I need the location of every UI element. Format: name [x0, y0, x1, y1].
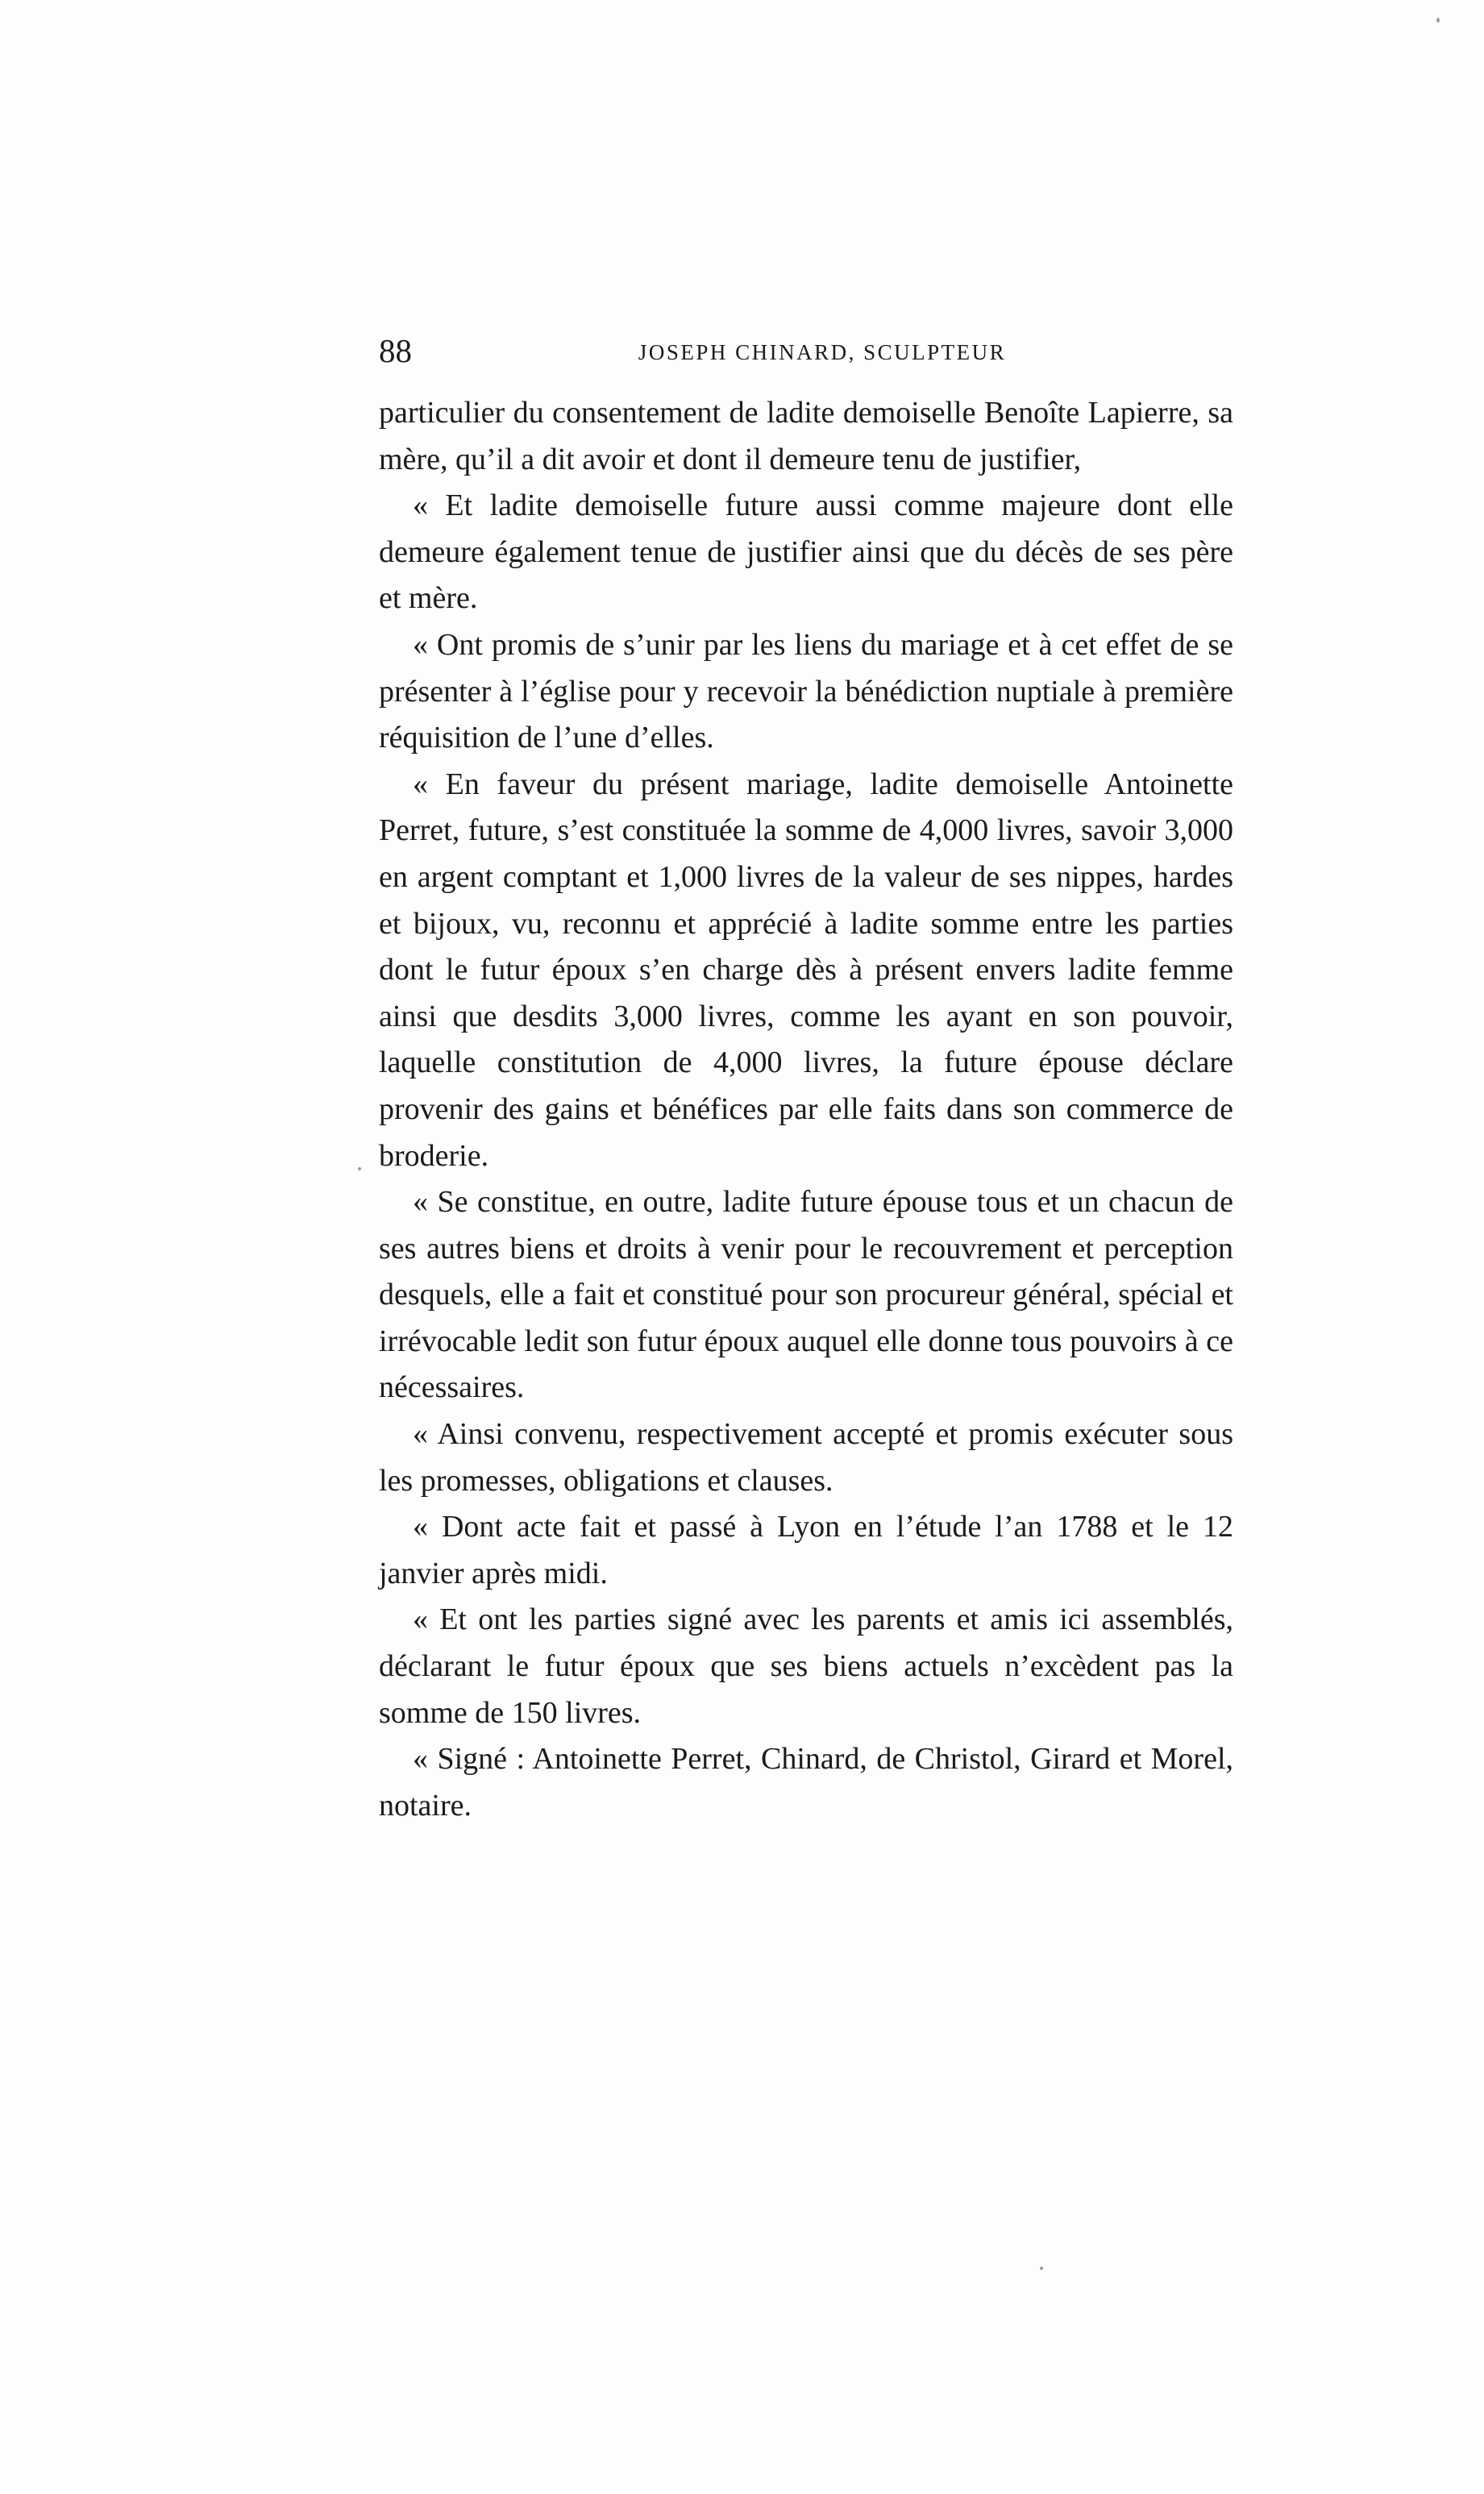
paragraph-continuation: particulier du consentement de ladite demoiselle Benoîte Lapierre, sa mère, qu’il a dit avoir et dont il demeure tenu de justifier,: [379, 396, 1233, 476]
running-head: [379, 326, 1233, 375]
paragraph-dowry: « En faveur du présent mariage, ladite demoiselle Antoinette Perret, future, s’est constituée la somme de 4,000 livres, savoir 3,000 en argent comptant et 1,000 livres de la valeur de ses nippes, hardes et bijoux, vu, reconnu et apprécié à ladite somme entre les parties dont le futur époux s’en charge dès à présent envers ladite femme ainsi que desdits 3,000 livres, comme les ayant en son pouvoir, laquelle constitution de 4,000 livres, la future épouse déclare provenir des gains et bénéfices par elle faits dans son commerce de broderie.: [379, 767, 1233, 1173]
paragraph-signed: « Signé : Antoinette Perret, Chinard, de Christol, Girard et Morel, notaire.: [379, 1742, 1233, 1823]
running-title: JOSEPH CHINARD, SCULPTEUR: [638, 340, 1007, 364]
paper-speck: [1436, 18, 1440, 23]
page-number: 88: [379, 332, 412, 369]
paragraph-signatures-declaration: « Et ont les parties signé avec les parents et amis ici assemblés, déclarant le futur époux que ses biens actuels n’excèdent pas la somme de 150 livres.: [379, 1602, 1233, 1730]
paper-speck: [358, 1167, 361, 1170]
paragraph-promise-marriage: « Ont promis de s’unir par les liens du mariage et à cet effet de se présenter à l’église pour y recevoir la bénédiction nuptiale à première réquisition de l’une d’elles.: [379, 627, 1233, 755]
paper-speck: [1040, 2267, 1043, 2270]
paragraph-bride-majority: « Et ladite demoiselle future aussi comme majeure dont elle demeure également tenue de justifier ainsi que du décès de ses père et mère.: [379, 488, 1233, 616]
paragraph-other-goods: « Se constitue, en outre, ladite future épouse tous et un chacun de ses autres biens et droits à venir pour le recouvrement et perception desquels, elle a fait et constitué pour son procureur général, spécial et irrévocable ledit son futur époux auquel elle donne tous pouvoirs à ce nécessaires.: [379, 1185, 1233, 1405]
paragraph-agreement: « Ainsi convenu, respectivement accepté et promis exécuter sous les promesses, obligations et clauses.: [379, 1417, 1233, 1498]
body-text: [379, 390, 1233, 1829]
paragraph-act-date: « Dont acte fait et passé à Lyon en l’étude l’an 1788 et le 12 janvier après midi.: [379, 1510, 1233, 1590]
